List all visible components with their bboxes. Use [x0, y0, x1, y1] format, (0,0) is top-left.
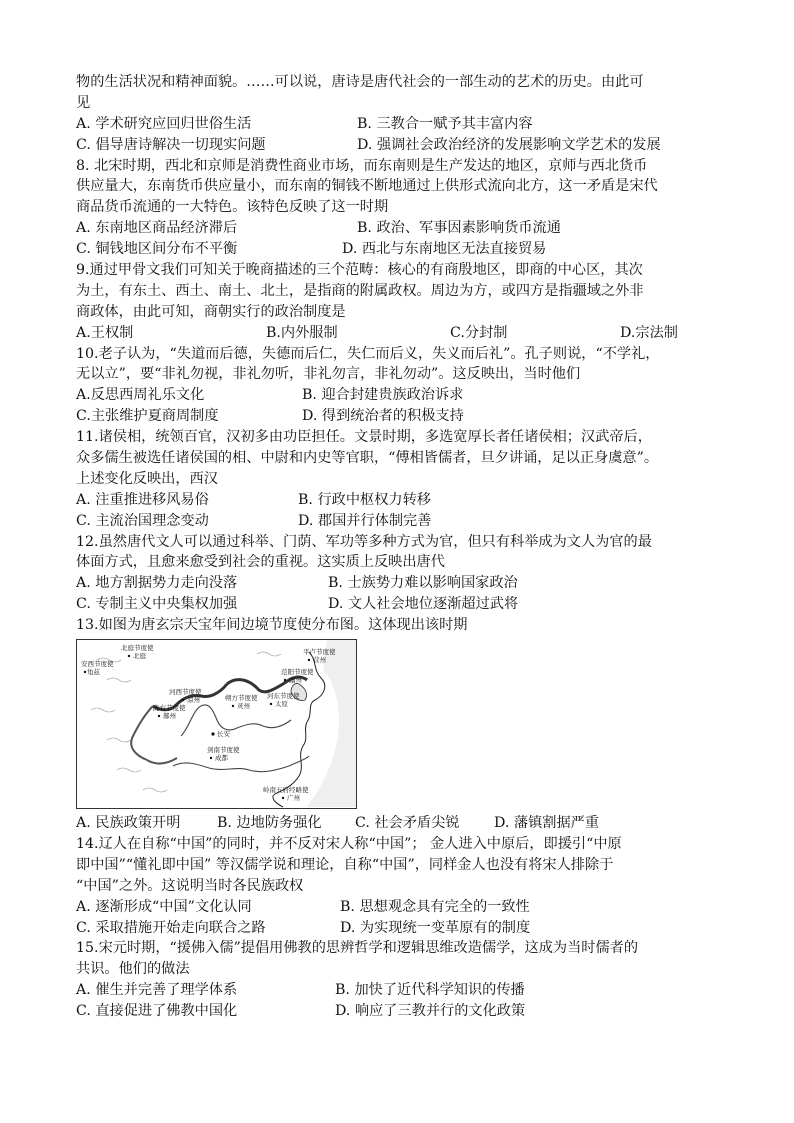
- q9-stem-line-2: 为土，有东土、西土、南土、北土，是指商的附属政权。周边为方，或四方是指疆域之外非: [76, 282, 644, 299]
- q9-option-d: D.宗法制: [620, 324, 678, 341]
- q11-option-a: A. 注重推进移风易俗: [76, 491, 209, 508]
- q15-option-c: C. 直接促进了佛教中国化: [76, 1003, 238, 1020]
- q14-option-a: A. 逐渐形成“中国”文化认同: [76, 898, 252, 915]
- q14-option-d: D. 为实现统一变革原有的制度: [340, 919, 531, 936]
- q8-options-row-2: [76, 239, 726, 260]
- map-label-lingnan: 岭南五府经略使: [263, 786, 309, 795]
- map-label-hedong: 河东节度使: [267, 692, 300, 701]
- q8-options-row-1: [76, 218, 726, 239]
- q9-stem-line-3: 商政体，由此可知，商朝实行的政治制度是: [76, 303, 346, 320]
- map-label-hexi-seat: 凉州: [187, 696, 200, 705]
- q10-option-b: B. 迎合封建贵族政治诉求: [302, 387, 464, 404]
- map-label-hexi: 河西节度使: [169, 688, 202, 697]
- map-label-fanyang: 范阳节度使: [281, 668, 314, 677]
- q8-option-c: C. 铜钱地区间分布不平衡: [76, 241, 238, 258]
- q15-options-row-2: [76, 1001, 726, 1022]
- q10-options-row-1: [76, 385, 726, 406]
- q14-option-b: B. 思想观念具有完全的一致性: [340, 898, 530, 915]
- yellow-river-line: [181, 705, 291, 739]
- q10-option-a: A.反思西周礼乐文化: [76, 387, 205, 404]
- q8-stem-line-3: 商品货币流通的一大特色。该特色反映了这一时期: [76, 199, 389, 216]
- q11-options-row-1: [76, 490, 726, 511]
- q10-stem-line-1: 10.老子认为，“失道而后德，失德而后仁，失仁而后义，失义而后礼”。孔子则说，“不学礼，: [76, 345, 660, 362]
- q10-stem-line-2: 无以立”，要“非礼勿视，非礼勿听，非礼勿言，非礼勿动”。这反映出，当时他们: [76, 366, 581, 383]
- q12-option-a: A. 地方割据势力走向没落: [76, 575, 238, 592]
- tang-jiedushi-map: [76, 639, 357, 809]
- map-label-changan: 长安: [217, 730, 230, 739]
- q14-options-row-1: [76, 897, 726, 918]
- q15-option-d: D. 响应了三教并行的文化政策: [335, 1003, 526, 1020]
- q8-option-a: A. 东南地区商品经济滞后: [76, 220, 238, 237]
- q7-option-d: D. 强调社会政治经济的发展影响文学艺术的发展: [357, 136, 661, 153]
- q9-option-b: B.内外服制: [266, 324, 338, 341]
- map-label-fanyang-seat: 幽州: [289, 676, 302, 685]
- q9-option-c: C.分封制: [450, 324, 508, 341]
- q11-option-c: C. 主流治国理念变动: [76, 512, 209, 529]
- map-label-hedong-seat: 太原: [275, 700, 288, 709]
- q12-stem-line-1: 12.虽然唐代文人可以通过科举、门荫、军功等多种方式为官，但只有科举成为文人为官的最: [76, 533, 652, 550]
- map-label-anxi: 安西节度使: [81, 660, 114, 669]
- q15-option-b: B. 加快了近代科学知识的传播: [335, 982, 525, 999]
- map-label-longyou-seat: 鄯州: [163, 712, 176, 721]
- q7-options-row-2: [76, 135, 726, 156]
- q7-stem-line-2: 见: [76, 94, 91, 111]
- q13-options-row: [76, 813, 726, 834]
- q14-stem-line-2: 即中国”“懂礼即中国” 等汉儒学说和理论，自称“中国”，同样金人也没有将宋人排除于: [76, 856, 614, 873]
- q11-option-d: D. 郡国并行体制完善: [298, 512, 432, 529]
- exam-page: [76, 72, 726, 1022]
- q13-option-d: D. 藩镇割据严重: [494, 815, 600, 832]
- q12-option-d: D. 文人社会地位逐渐超过武将: [328, 596, 519, 613]
- q9-options-row: [76, 323, 726, 344]
- sea-fill: [307, 640, 356, 807]
- q11-stem-line-3: 上述变化反映出，西汉: [76, 470, 218, 487]
- q13-option-a: A. 民族政策开明: [76, 815, 181, 832]
- q12-options-row-2: [76, 594, 726, 615]
- q10-option-c: C.主张维护夏商周制度: [76, 408, 219, 425]
- q9-option-a: A.王权制: [76, 324, 134, 341]
- q7-stem-line-1: 物的生活状况和精神面貌。……可以说，唐诗是唐代社会的一部生动的艺术的历史。由此可: [76, 74, 644, 90]
- q9-stem-line-1: 9.通过甲骨文我们可知关于晚商描述的三个范畴：核心的有商殷地区，即商的中心区，其次: [76, 262, 643, 279]
- q7-options-row-1: [76, 114, 726, 135]
- q10-option-d: D. 得到统治者的积极支持: [302, 408, 464, 425]
- q8-stem-line-2: 供应量大，东南货币供应量小，而东南的铜钱不断地通过上供形式流向北方，这一矛盾是宋代: [76, 178, 658, 195]
- q15-stem-line-2: 共识。他们的做法: [76, 961, 190, 978]
- map-label-beiting: 北庭节度使: [121, 644, 154, 653]
- q11-options-row-2: [76, 511, 726, 532]
- q13-option-b: B. 边地防务强化: [217, 815, 322, 832]
- q11-stem-line-1: 11.诸侯相，统领百官，汉初多由功臣担任。文景时期，多选宽厚长者任诸侯相；汉武帝后，: [76, 429, 652, 446]
- map-label-pinglu: 平卢节度使: [303, 648, 336, 657]
- q15-options-row-1: [76, 980, 726, 1001]
- q13-option-c: C. 社会矛盾尖锐: [355, 815, 460, 832]
- map-svg: [77, 640, 356, 808]
- q15-stem-line-1: 15.宋元时期，“援佛入儒”提倡用佛教的思辨哲学和逻辑思维改造儒学，这成为当时儒者的: [76, 940, 639, 957]
- map-label-jiannan-seat: 成都: [215, 754, 228, 763]
- map-label-longyou: 陇右节度使: [153, 704, 186, 713]
- q14-option-c: C. 采取措施开始走向联合之路: [76, 919, 266, 936]
- map-label-lingnan-seat: 广州: [287, 794, 300, 803]
- q12-options-row-1: [76, 573, 726, 594]
- q12-option-b: B. 士族势力难以影响国家政治: [328, 575, 518, 592]
- yangtze-river-line: [173, 756, 309, 772]
- map-label-shuofang: 朔方节度使: [225, 694, 258, 703]
- map-label-beiting-seat: 北庭: [133, 652, 146, 661]
- map-label-shuofang-seat: 灵州: [237, 702, 250, 711]
- q12-stem-line-2: 体面方式，且愈来愈受到社会的重视。这实质上反映出唐代: [76, 554, 445, 571]
- q14-options-row-2: [76, 918, 726, 939]
- map-label-anxi-seat: 龟兹: [87, 668, 100, 677]
- q13-stem-line-1: 13.如图为唐玄宗天宝年间边境节度使分布图。这体现出该时期: [76, 617, 468, 634]
- q8-option-b: B. 政治、军事因素影响货币流通: [357, 220, 561, 237]
- q7-option-a: A. 学术研究应回归世俗生活: [76, 115, 252, 132]
- q10-options-row-2: [76, 406, 726, 427]
- map-label-jiannan: 剑南节度使: [207, 746, 240, 755]
- q11-option-b: B. 行政中枢权力转移: [298, 491, 431, 508]
- q7-option-b: B. 三教合一赋予其丰富内容: [357, 115, 533, 132]
- q15-option-a: A. 催生并完善了理学体系: [76, 982, 238, 999]
- q7-option-c: C. 倡导唐诗解决一切现实问题: [76, 136, 266, 153]
- q8-option-d: D. 西北与东南地区无法直接贸易: [342, 241, 547, 258]
- map-label-pinglu-seat: 营州: [313, 656, 326, 665]
- q11-stem-line-2: 众多儒生被选任诸侯国的相、中尉和内史等官职，“傅相皆儒者，旦夕讲诵，足以正身虞意”。: [76, 450, 659, 467]
- q14-stem-line-3: “中国”之外。这说明当时各民族政权: [76, 877, 304, 894]
- q12-option-c: C. 专制主义中央集权加强: [76, 596, 238, 613]
- q8-stem-line-1: 8. 北宋时期，西北和京师是消费性商业市场，而东南则是生产发达的地区，京师与西北货币: [76, 157, 648, 174]
- q14-stem-line-1: 14.辽人在自称“中国”的同时，并不反对宋人称“中国”； 金人进入中原后，即援引“中原: [76, 835, 622, 852]
